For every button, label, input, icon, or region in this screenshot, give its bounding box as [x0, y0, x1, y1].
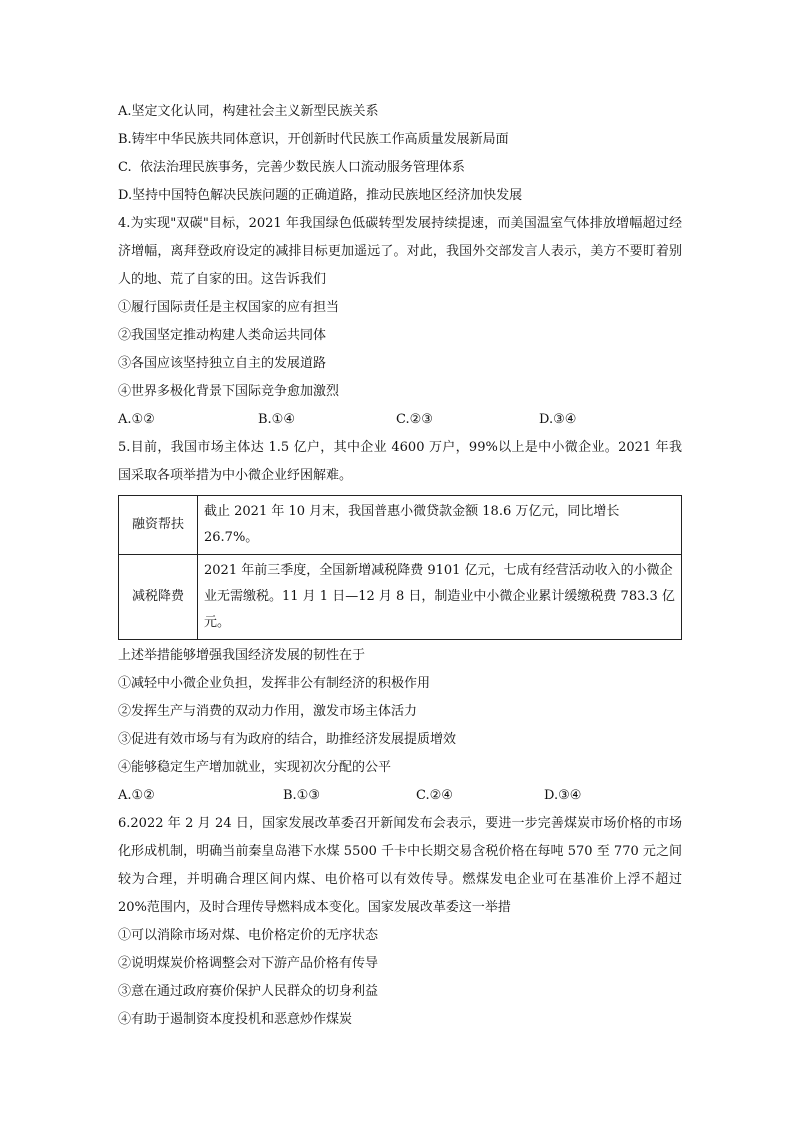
- question-4-choices: [118, 406, 682, 434]
- exam-page: [118, 98, 682, 1034]
- choice-a: A.①②: [118, 412, 155, 427]
- option-a: A.坚定文化认同，构建社会主义新型民族关系: [118, 104, 379, 119]
- option-c: C. 依法治理民族事务，完善少数民族人口流动服务管理体系: [118, 160, 465, 175]
- choice-b: B.①④: [258, 412, 295, 427]
- choice-b: B.①③: [283, 788, 320, 803]
- table-category: 减税降费: [119, 555, 198, 640]
- question-4: [118, 210, 682, 434]
- choice-c: C.②③: [396, 412, 433, 427]
- statement: ②发挥生产与消费的双动力作用，激发市场主体活力: [118, 704, 418, 719]
- question-3-options: [118, 98, 682, 210]
- table-row: [119, 555, 682, 640]
- statement: ①可以消除市场对煤、电价格定价的无序状态: [118, 928, 379, 943]
- question-5: [118, 434, 682, 810]
- choice-c: C.②④: [416, 788, 453, 803]
- question-5-choices: [118, 782, 682, 810]
- statement: ④能够稳定生产增加就业，实现初次分配的公平: [118, 760, 392, 775]
- table-category: 融资帮扶: [119, 496, 198, 555]
- question-5-stem: 5.目前，我国市场主体达 1.5 亿户，其中企业 4600 万户，99%以上是中小微企业。2021 年我国采取各项举措为中小微企业纾困解难。: [118, 440, 682, 483]
- measures-table: [118, 495, 682, 640]
- choice-d: D.③④: [539, 412, 577, 427]
- question-5-question: 上述举措能够增强我国经济发展的韧性在于: [118, 648, 366, 663]
- choice-a: A.①②: [118, 788, 155, 803]
- question-4-stem: 4.为实现"双碳"目标，2021 年我国绿色低碳转型发展持续提速，而美国温室气体排放增幅超过经济增幅，离拜登政府设定的减排目标更加遥远了。对此，我国外交部发言人表示，美方不要盯着别人的地、荒了自家的田。这告诉我们: [118, 216, 682, 287]
- question-6: [118, 810, 682, 1034]
- table-content: 2021 年前三季度，全国新增减税降费 9101 亿元，七成有经营活动收入的小微企业无需缴税。11 月 1 日—12 月 8 日，制造业中小微企业累计缓缴税费 783.3 亿元。: [198, 555, 682, 640]
- statement: ①履行国际责任是主权国家的应有担当: [118, 300, 340, 315]
- statement: ②我国坚定推动构建人类命运共同体: [118, 328, 327, 343]
- table-content: 截止 2021 年 10 月末，我国普惠小微贷款金额 18.6 万亿元，同比增长 26.7%。: [198, 496, 682, 555]
- question-6-stem: 6.2022 年 2 月 24 日，国家发展改革委召开新闻发布会表示，要进一步完善煤炭市场价格的市场化形成机制，明确当前秦皇岛港下水煤 5500 千卡中长期交易含税价格在每吨 570 至 770 元之间较为合理，并明确合理区间内煤、电价格可以有效传导。燃煤发电企业可在基准价上浮不超过 20%范围内，及时合理传导燃料成本变化。国家发展改革委这一举措: [118, 816, 682, 915]
- statement: ③各国应该坚持独立自主的发展道路: [118, 356, 327, 371]
- statement: ③意在通过政府赛价保护人民群众的切身利益: [118, 984, 379, 999]
- statement: ①减轻中小微企业负担，发挥非公有制经济的积极作用: [118, 676, 431, 691]
- option-b: B.铸牢中华民族共同体意识，开创新时代民族工作高质量发展新局面: [118, 132, 509, 147]
- statement: ②说明煤炭价格调整会对下游产品价格有传导: [118, 956, 379, 971]
- statement: ③促进有效市场与有为政府的结合，助推经济发展提质增效: [118, 732, 457, 747]
- choice-d: D.③④: [544, 788, 582, 803]
- statement: ④有助于遏制资本度投机和恶意炒作煤炭: [118, 1012, 353, 1027]
- option-d: D.坚持中国特色解决民族问题的正确道路，推动民族地区经济加快发展: [118, 188, 523, 203]
- statement: ④世界多极化背景下国际竞争愈加激烈: [118, 384, 340, 399]
- table-row: [119, 496, 682, 555]
